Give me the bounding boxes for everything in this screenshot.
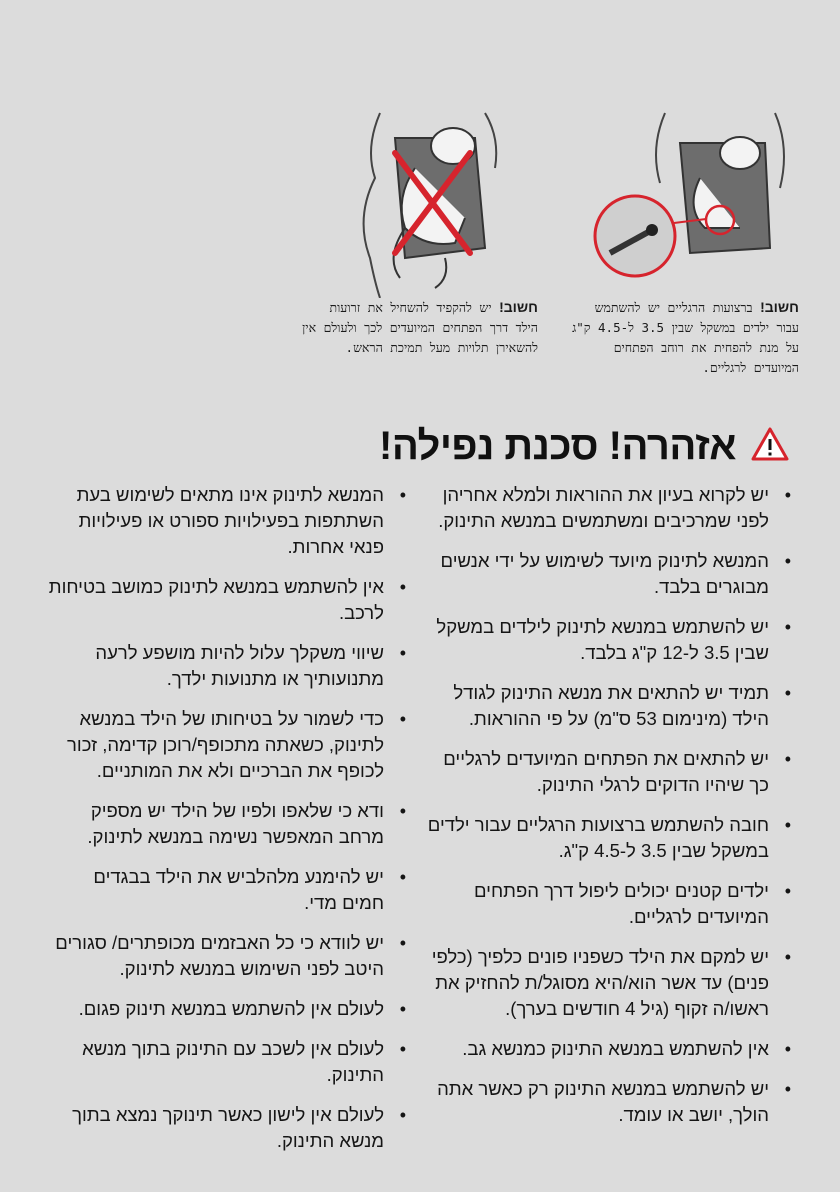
illustration-incorrect-arms [335, 108, 535, 298]
bullet-item [48, 706, 410, 784]
bullet-column-right [425, 482, 795, 1142]
bullet-item [48, 1036, 410, 1088]
bullet-item [425, 878, 795, 930]
bullet-item [48, 798, 410, 850]
bullet-dot: • [784, 881, 791, 901]
bullet-text: יש למקם את הילד כשפניו פונים כלפיך (כלפי פנים) עד אשר הוא/היא מסוגל/ת להחזיק את ראשו/ה זקוף (גיל 4 חודשים בערך). [431, 946, 769, 1019]
bullet-dot: • [784, 485, 791, 505]
bullet-text: ילדים קטנים יכולים ליפול דרך הפתחים המיועדים לרגליים. [474, 880, 769, 927]
bullet-item [48, 482, 410, 560]
bullet-item [425, 1076, 795, 1128]
bullet-dot: • [399, 999, 406, 1019]
bullet-text: לעולם אין להשתמש במנשא תינוק פגום. [78, 998, 384, 1019]
bullet-dot: • [784, 1039, 791, 1059]
bullet-dot: • [399, 485, 406, 505]
bullet-text: יש להתאים את הפתחים המיועדים לרגליים כך שיהיו הדוקים לרגלי התינוק. [443, 748, 769, 795]
bullet-dot: • [399, 577, 406, 597]
bullet-dot: • [399, 1105, 406, 1125]
bullet-text: לעולם אין לישון כאשר תינוקך נמצא בתוך מנשא התינוק. [72, 1104, 384, 1151]
bullet-text: חובה להשתמש ברצועות הרגליים עבור ילדים במשקל שבין 3.5 ל-4.5 ק"ג. [427, 814, 769, 861]
bullet-item [48, 574, 410, 626]
bullet-item [425, 746, 795, 798]
bullet-text: יש להימנע מלהלביש את הילד בבגדים חמים מדי. [93, 866, 384, 913]
bullet-dot: • [399, 801, 406, 821]
bullet-dot: • [784, 947, 791, 967]
warning-title: אזהרה! סכנת נפילה! [379, 423, 736, 468]
note-arms-bold: חשוב! [499, 299, 538, 315]
illustration-leg-straps [590, 108, 800, 298]
bullet-text: ודא כי שלאפו ולפיו של הילד יש מספיק מרחב המאפשר נשימה במנשא לתינוק. [87, 800, 384, 847]
bullet-text: אין להשתמש במנשא התינוק כמנשא גב. [462, 1038, 769, 1059]
bullet-dot: • [399, 709, 406, 729]
bullet-text: יש להשתמש במנשא לתינוק לילדים במשקל שבין 3.5 ל-12 ק"ג בלבד. [436, 616, 769, 663]
bullet-dot: • [784, 1079, 791, 1099]
bullet-dot: • [784, 815, 791, 835]
bullet-text: כדי לשמור על בטיחותו של הילד במנשא לתינוק, כשאתה מתכופף/רוכן קדימה, זכור לכופף את הברכיים ולא את המותניים. [67, 708, 384, 781]
warning-heading [300, 418, 790, 474]
bullet-dot: • [399, 867, 406, 887]
bullet-list-left [48, 482, 410, 1154]
bullet-text: שיווי משקלך עלול להיות מושפע לרעה מתנועותיך או מתנועות ילדך. [95, 642, 384, 689]
bullet-item [425, 812, 795, 864]
bullet-item [48, 930, 410, 982]
note-leg-straps-text: ברצועות הרגליים יש להשתמש עבור ילדים במשקל שבין 3.5 ל-4.5 ק"ג על מנת להפחית את רוחב הפתחים המיועדים לרגליים. [572, 300, 799, 375]
note-leg-straps-bold: חשוב! [760, 299, 799, 315]
bullet-item [48, 1102, 410, 1154]
bullet-text: לעולם אין לשכב עם התינוק בתוך מנשא התינוק. [82, 1038, 384, 1085]
bullet-item [48, 864, 410, 916]
note-leg-straps [567, 297, 799, 378]
bullet-item [425, 482, 795, 534]
note-arms [300, 297, 538, 358]
bullet-text: אין להשתמש במנשא לתינוק כמושב בטיחות לרכב. [48, 576, 384, 623]
bullet-text: יש לקרוא בעיון את ההוראות ולמלא אחריהן לפני שמרכיבים ומשתמשים במנשא התינוק. [438, 484, 769, 531]
warning-triangle-icon [750, 426, 790, 467]
bullet-item [425, 680, 795, 732]
bullet-item [425, 548, 795, 600]
bullet-item [48, 640, 410, 692]
bullet-dot: • [399, 1039, 406, 1059]
bullet-dot: • [784, 683, 791, 703]
bullet-item [425, 614, 795, 666]
bullet-dot: • [399, 933, 406, 953]
bullet-dot: • [784, 617, 791, 637]
bullet-item [425, 1036, 795, 1062]
bullet-text: יש להשתמש במנשא התינוק רק כאשר אתה הולך, יושב או עומד. [437, 1078, 769, 1125]
bullet-text: יש לוודא כי כל האבזמים מכופתרים/ סגורים היטב לפני השימוש במנשא לתינוק. [55, 932, 384, 979]
bullet-column-left [48, 482, 410, 1168]
bullet-text: המנשא לתינוק מיועד לשימוש על ידי אנשים מבוגרים בלבד. [440, 550, 769, 597]
bullet-list-right [425, 482, 795, 1128]
bullet-dot: • [399, 643, 406, 663]
note-arms-text: יש להקפיד להשחיל את זרועות הילד דרך הפתחים המיועדים לכך ולעולם אין להשאירן תלויות מעל תמיכת הראש. [302, 300, 538, 355]
bullet-item [425, 944, 795, 1022]
bullet-dot: • [784, 551, 791, 571]
bullet-item [48, 996, 410, 1022]
bullet-text: המנשא לתינוק אינו מתאים לשימוש בעת השתתפות בפעילויות ספורט או פעילויות פנאי אחרות. [76, 484, 384, 557]
bullet-dot: • [784, 749, 791, 769]
bullet-text: תמיד יש להתאים את מנשא התינוק לגודל הילד (מינימום 53 ס"מ) על פי ההוראות. [453, 682, 769, 729]
